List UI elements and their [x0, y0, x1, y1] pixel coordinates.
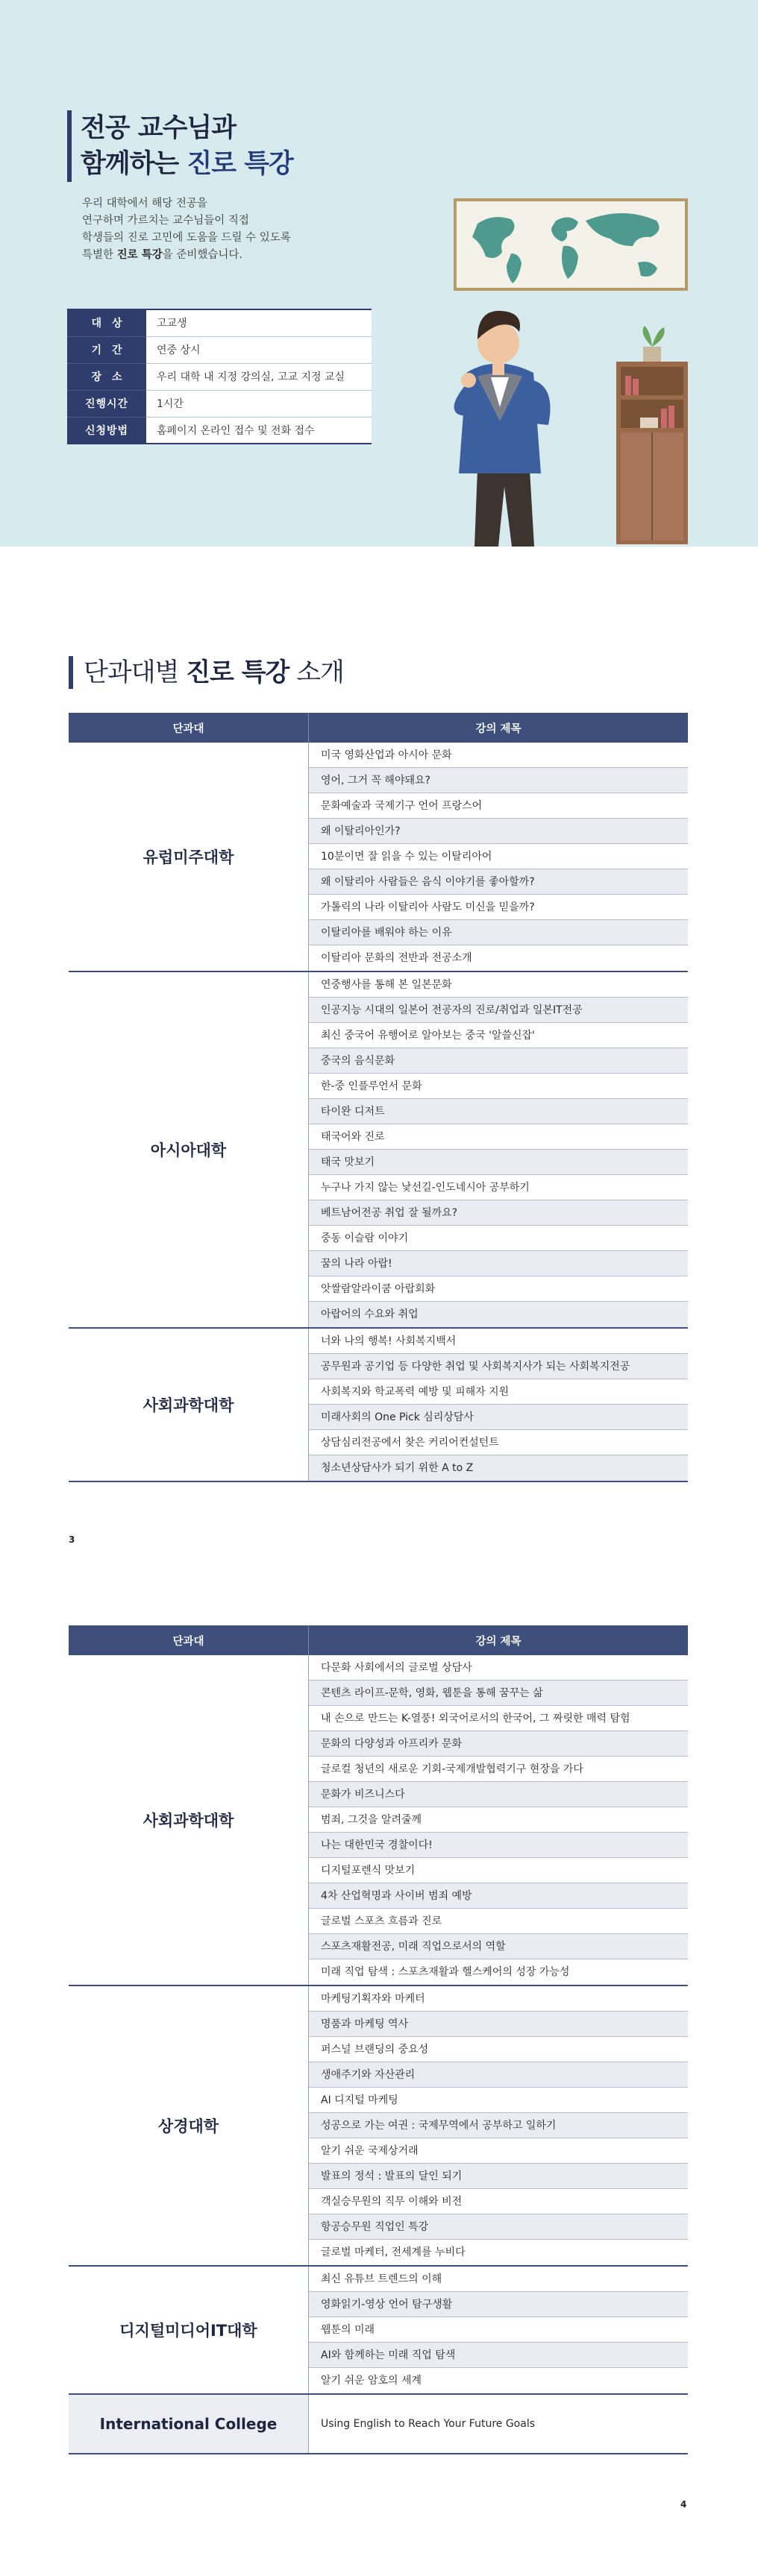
info-table — [67, 309, 372, 444]
lecture-title: 문화의 다양성과 아프리카 문화 — [309, 1731, 688, 1757]
lecture-title: 내 손으로 만드는 K-열풍! 외국어로서의 한국어, 그 짜릿한 매력 탐험 — [309, 1706, 688, 1731]
lecture-title: 객실승무원의 직무 이해와 비전 — [309, 2189, 688, 2214]
lecture-table-2 — [69, 1625, 688, 2454]
college-group — [69, 743, 688, 972]
hero-title-line2: 함께하는 진로 특강 — [81, 149, 293, 179]
lecture-list — [309, 1655, 688, 1985]
lecture-title: 알기 쉬운 암호의 세계 — [321, 2375, 422, 2387]
college-group — [69, 2267, 688, 2395]
lecture-title: 태국어와 진로 — [309, 1124, 688, 1150]
lecture-title: 왜 이탈리아인가? — [309, 819, 688, 844]
lecture-title: 태국 맛보기 — [309, 1150, 688, 1175]
page-number: 4 — [680, 2499, 687, 2510]
lecture-title: 중동 이슬람 이야기 — [309, 1226, 688, 1251]
lecture-title: 명품과 마케팅 역사 — [309, 2012, 688, 2037]
lecture-title: 알기 쉬운 국제상거래 — [309, 2138, 688, 2164]
lecture-title: 디지털포렌식 맛보기 — [309, 1858, 688, 1883]
lecture-title: Using English to Reach Your Future Goals — [321, 2418, 536, 2430]
lecture-list — [309, 743, 688, 971]
college-group — [69, 1986, 688, 2267]
lecture-title: 최신 중국어 유행어로 알아보는 중국 '알쓸신잡' — [309, 1023, 688, 1048]
college-name: 사회과학대학 — [69, 1655, 309, 1985]
lecture-title: 청소년상담사가 되기 위한 A to Z — [309, 1455, 688, 1481]
lecture-title: 왜 이탈리아 사람들은 음식 이야기를 좋아할까? — [309, 869, 688, 895]
info-row-place: 장소 우리 대학 내 지정 강의실, 고교 지정 교실 — [67, 363, 372, 390]
info-row-apply: 신청방법 홈페이지 온라인 접수 및 전화 접수 — [67, 417, 372, 444]
lecture-list — [309, 2395, 688, 2453]
lecture-title: 퍼스널 브랜딩의 중요성 — [309, 2037, 688, 2062]
lecture-title: 다문화 사회에서의 글로벌 상담사 — [309, 1655, 688, 1681]
lecture-title: 너와 나의 행복! 사회복지백서 — [309, 1329, 688, 1354]
college-group — [69, 972, 688, 1329]
college-name: International College — [69, 2395, 309, 2453]
lecture-title: 스포츠재활전공, 미래 직업으로서의 역할 — [309, 1934, 688, 1959]
lecture-title: 꿈의 나라 아랍! — [309, 1251, 688, 1276]
college-group — [69, 1655, 688, 1986]
lecture-title: 연중행사를 통해 본 일본문화 — [309, 972, 688, 998]
table-header: 단과대 강의 제목 — [69, 1625, 688, 1655]
lecture-title: 사회복지와 학교폭력 예방 및 피해자 지원 — [309, 1379, 688, 1405]
page-number: 3 — [69, 1534, 75, 1545]
lecture-list — [309, 1329, 688, 1481]
lecture-title: 가톨릭의 나라 이탈리아 사람도 미신을 믿을까? — [309, 895, 688, 920]
lecture-title: 나는 대한민국 경찰이다! — [309, 1833, 688, 1858]
lecture-title: 이탈리아 문화의 전반과 전공소개 — [321, 952, 472, 964]
lecture-title: 10분이면 잘 읽을 수 있는 이탈리아어 — [309, 844, 688, 869]
info-row-period: 기간 연중 상시 — [67, 336, 372, 363]
info-row-duration: 진행시간 1시간 — [67, 390, 372, 417]
lecture-title: 글로벌 마케터, 전세계를 누비다 — [321, 2246, 466, 2258]
lecture-title: 영화읽기-영상 언어 탐구생활 — [309, 2292, 688, 2317]
lecture-title: 한-중 인플루언서 문화 — [309, 1074, 688, 1099]
college-name: 상경대학 — [69, 1986, 309, 2265]
lecture-title: 최신 유튜브 트렌드의 이해 — [309, 2267, 688, 2292]
lecture-title: 타이완 디저트 — [309, 1099, 688, 1124]
table-header: 단과대 강의 제목 — [69, 713, 688, 743]
lecture-list — [309, 2267, 688, 2393]
lecture-table-1 — [69, 713, 688, 1482]
college-name: 디지털미디어IT대학 — [69, 2267, 309, 2393]
hero-title-line1: 전공 교수님과 — [81, 113, 237, 143]
lecture-title: 문화예술과 국제기구 언어 프랑스어 — [309, 793, 688, 819]
lecture-title: 중국의 음식문화 — [309, 1048, 688, 1074]
lecture-title: 문화가 비즈니스다 — [309, 1782, 688, 1807]
lecture-title: AI와 함께하는 미래 직업 탐색 — [309, 2343, 688, 2368]
lecture-title: 웹툰의 미래 — [309, 2317, 688, 2343]
lecture-list — [309, 1986, 688, 2265]
lecture-title: 공무원과 공기업 등 다양한 취업 및 사회복지사가 되는 사회복지전공 — [309, 1354, 688, 1379]
lecture-title: 콘텐츠 라이프-문학, 영화, 웹툰을 통해 꿈꾸는 삶 — [309, 1681, 688, 1706]
lecture-list — [309, 972, 688, 1327]
lecture-title: 발표의 정석 : 발표의 달인 되기 — [309, 2164, 688, 2189]
section-title: 단과대별 진로 특강 소개 — [69, 656, 344, 689]
college-group — [69, 2395, 688, 2454]
lecture-title: 이탈리아를 배워야 하는 이유 — [309, 920, 688, 945]
lecture-title: 누구나 가지 않는 낯선길-인도네시아 공부하기 — [309, 1175, 688, 1200]
lecture-title: 앗쌀람알라이쿰 아랍회화 — [309, 1276, 688, 1302]
lecture-title: 글로벌 스포츠 흐름과 진로 — [309, 1909, 688, 1934]
lecture-title: 생애주기와 자산관리 — [309, 2062, 688, 2088]
lecture-title: 미래 직업 탐색 : 스포츠재활과 헬스케어의 성장 가능성 — [321, 1966, 570, 1978]
college-group — [69, 1329, 688, 1482]
lecture-title: 범죄, 그것을 알려줄께 — [309, 1807, 688, 1833]
college-name: 아시아대학 — [69, 972, 309, 1327]
professor-illustration — [448, 194, 701, 547]
lecture-title: AI 디지털 마케팅 — [309, 2088, 688, 2113]
lecture-title: 베트남어전공 취업 잘 될까요? — [309, 1200, 688, 1226]
lecture-title: 4차 산업혁명과 사이버 범죄 예방 — [309, 1883, 688, 1909]
college-name: 사회과학대학 — [69, 1329, 309, 1481]
info-row-target: 대상 고교생 — [67, 309, 372, 336]
lecture-title: 아랍어의 수요와 취업 — [309, 1302, 688, 1327]
lecture-title: 상담심리전공에서 찾은 커리어컨설턴트 — [309, 1430, 688, 1455]
lecture-title: 항공승무원 직업인 특강 — [309, 2214, 688, 2240]
lecture-title: 성공으로 가는 여권 : 국제무역에서 공부하고 일하기 — [309, 2113, 688, 2138]
lecture-title: 인공지능 시대의 일본어 전공자의 진로/취업과 일본IT전공 — [309, 998, 688, 1023]
lecture-title: 글로컬 청년의 새로운 기회-국제개발협력기구 현장을 가다 — [309, 1757, 688, 1782]
hero-description: 우리 대학에서 해당 전공을 연구하며 가르치는 교수님들이 직접 학생들의 진로 고민에 도움을 드릴 수 있도록 특별한 진로 특강을 준비했습니다. — [82, 198, 291, 261]
hero-title — [67, 110, 293, 182]
lecture-title: 마케팅기획자와 마케터 — [309, 1986, 688, 2012]
lecture-title: 미래사회의 One Pick 심리상담사 — [309, 1405, 688, 1430]
lecture-title: 영어, 그거 꼭 해야돼요? — [309, 768, 688, 793]
hero-banner — [0, 0, 758, 547]
college-name: 유럽미주대학 — [69, 743, 309, 971]
lecture-title: 미국 영화산업과 아시아 문화 — [309, 743, 688, 768]
